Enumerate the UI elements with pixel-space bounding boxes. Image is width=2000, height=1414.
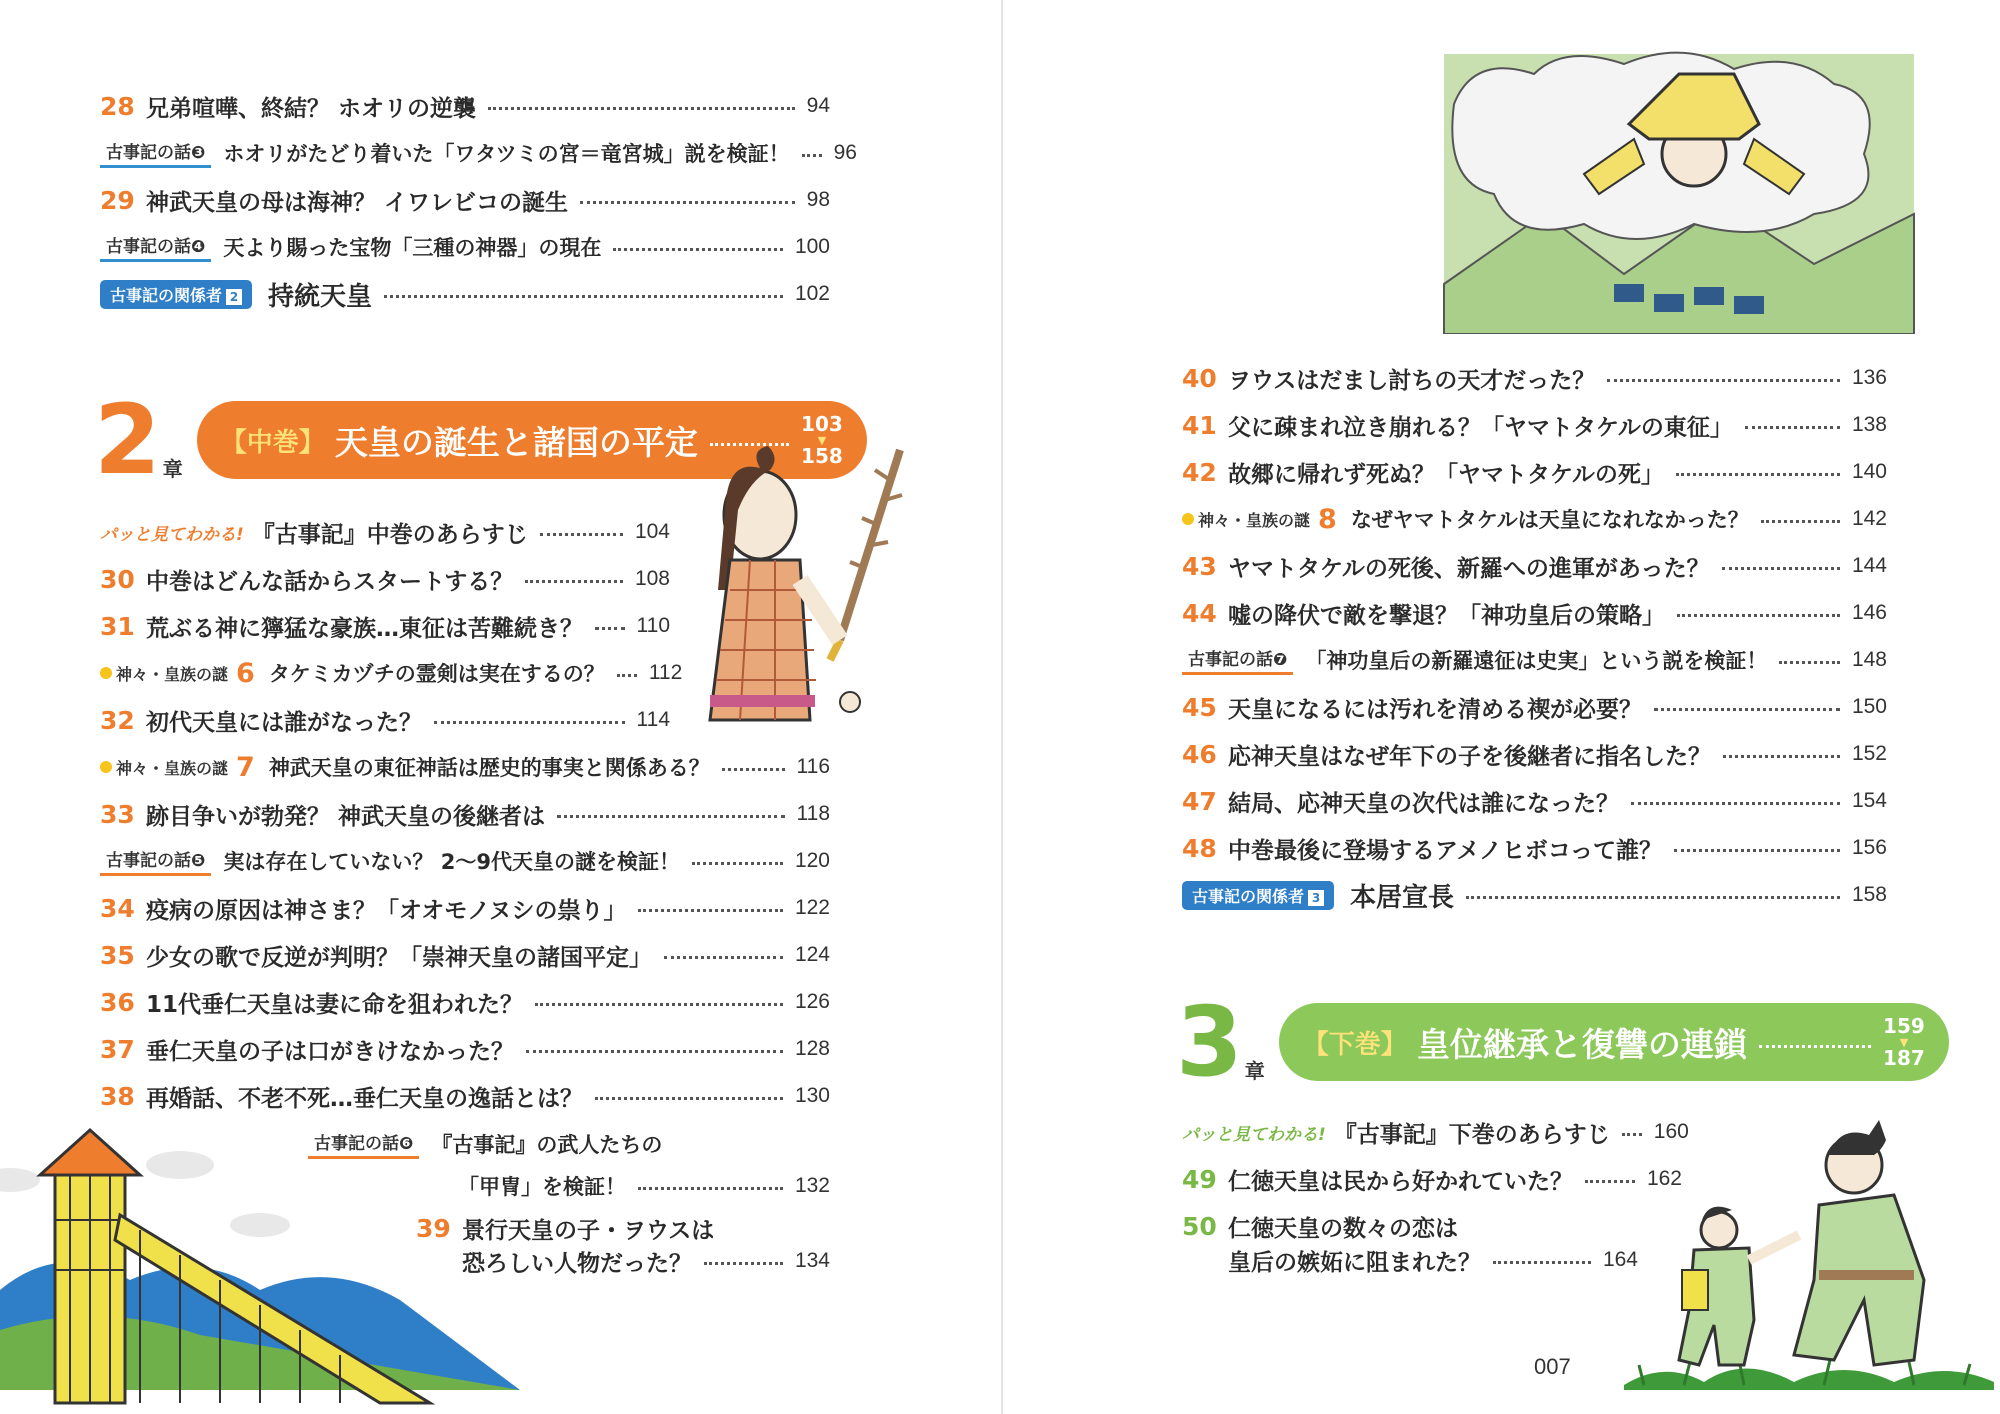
entry-page: 94 — [806, 94, 830, 117]
entry-title: 持統天皇 — [268, 281, 373, 312]
toc-entry-32[interactable] — [100, 700, 670, 740]
entry-page: 152 — [1851, 742, 1887, 765]
entry-page: 124 — [794, 943, 830, 966]
leader-dots — [1779, 661, 1840, 664]
entry-title-line-2: 「甲冑」を検証！ — [458, 1175, 626, 1199]
quick-look-tag: パッと見てわかる! — [100, 524, 244, 545]
mystery-tag: 神々・皇族の謎 — [100, 756, 228, 779]
entry-number: 50 — [1182, 1211, 1217, 1241]
entry-number: 31 — [100, 611, 135, 641]
leader-dots — [1723, 755, 1840, 758]
leader-dots — [525, 580, 623, 583]
leader-dots — [434, 721, 625, 724]
entry-title: 天皇になるには汚れを清める禊が必要？ — [1228, 696, 1642, 723]
entry-number: 46 — [1182, 739, 1217, 769]
leader-dots — [1745, 426, 1840, 429]
toc-entry-overview-middle[interactable] — [100, 512, 670, 552]
toc-entry-overview-lower[interactable] — [1182, 1112, 1689, 1152]
toc-entry-28[interactable] — [100, 86, 830, 126]
down-triangle-icon: ▼ — [1899, 1035, 1909, 1049]
toc-entry-43[interactable] — [1182, 546, 1887, 586]
chapter-volume: 【中巻】 — [220, 427, 325, 458]
leader-dots — [595, 627, 625, 630]
toc-entry-31[interactable] — [100, 606, 670, 646]
toc-entry-49[interactable] — [1182, 1159, 1682, 1199]
entry-number: 49 — [1182, 1164, 1217, 1194]
yellow-dot-icon — [100, 667, 112, 679]
kojiki-person-tag: 古事記の関係者 2 — [100, 280, 252, 309]
toc-entry-37[interactable] — [100, 1029, 830, 1069]
entry-title-line-1: 仁徳天皇の数々の恋は — [1228, 1215, 1458, 1242]
chapter-volume: 【下巻】 — [1302, 1029, 1407, 1060]
leader-dots — [1676, 473, 1840, 476]
entry-page: 158 — [1851, 883, 1887, 906]
entry-number: 33 — [100, 799, 135, 829]
entry-title: 兄弟喧嘩、終結？ ホオリの逆襲 — [146, 95, 477, 122]
entry-page: 140 — [1851, 460, 1887, 483]
toc-entry-35[interactable] — [100, 935, 830, 975]
toc-entry-33[interactable] — [100, 794, 830, 834]
entry-number: 35 — [100, 940, 135, 970]
entry-page: 104 — [634, 520, 670, 543]
leader-dots — [1722, 567, 1840, 570]
toc-entry-36[interactable] — [100, 982, 830, 1022]
yellow-dot-icon — [100, 761, 112, 773]
leader-dots — [595, 1097, 783, 1100]
leader-dots — [1466, 896, 1840, 899]
entry-page: 156 — [1851, 836, 1887, 859]
toc-entry-46[interactable] — [1182, 734, 1887, 774]
chapter-page-range: 103 ▼ 158 — [801, 411, 843, 468]
entry-number: 38 — [100, 1081, 135, 1111]
entry-page: 116 — [796, 755, 830, 778]
chapter-kanji: 章 — [162, 457, 183, 481]
toc-entry-41[interactable] — [1182, 405, 1887, 445]
leader-dots — [1761, 520, 1840, 523]
entry-number: 36 — [100, 987, 135, 1017]
entry-page: 96 — [833, 141, 857, 164]
entry-title: 神武天皇の東征神話は歴史的事実と関係ある？ — [268, 756, 710, 780]
chapter-kanji: 章 — [1244, 1059, 1265, 1083]
leader-dots — [722, 768, 785, 771]
chapter-number: 2 — [94, 384, 161, 496]
entry-number: 30 — [100, 564, 135, 594]
entry-page: 146 — [1851, 601, 1887, 624]
entry-title: ヤマトタケルの死後、新羅への進軍があった？ — [1228, 555, 1710, 582]
leader-dots — [384, 295, 783, 298]
entry-page: 162 — [1646, 1167, 1682, 1190]
entry-title: ヲウスはだまし討ちの天才だった？ — [1228, 367, 1596, 394]
toc-entry-kojiki-7[interactable] — [1182, 640, 1887, 680]
entry-page: 122 — [794, 896, 830, 919]
mystery-tag: 神々・皇族の謎 — [1182, 508, 1310, 531]
entry-number: 34 — [100, 893, 135, 923]
entry-title: 垂仁天皇の子は口がきけなかった？ — [146, 1038, 514, 1065]
entry-title: 再婚話、不老不死…垂仁天皇の逸話とは？ — [146, 1085, 583, 1112]
toc-entry-38[interactable] — [100, 1076, 830, 1116]
entry-title: 天より賜った宝物「三種の神器」の現在 — [223, 236, 602, 260]
tower-landscape-illustration — [0, 1120, 520, 1410]
leader-dots — [692, 862, 783, 865]
leader-dots — [1654, 708, 1840, 711]
entry-page: 164 — [1602, 1248, 1638, 1271]
entry-number: 43 — [1182, 551, 1217, 581]
entry-number: 32 — [100, 705, 135, 735]
walking-figures-illustration — [1624, 1120, 1994, 1390]
toc-entry-50-line2[interactable] — [1228, 1240, 1638, 1280]
entry-number: 48 — [1182, 833, 1217, 863]
entry-number: 44 — [1182, 598, 1217, 628]
entry-title: タケミカヅチの霊剣は実在するの？ — [268, 662, 605, 686]
entry-number: 28 — [100, 91, 135, 121]
chapter-page-range: 159 ▼ 187 — [1883, 1013, 1925, 1070]
entry-page: 108 — [634, 567, 670, 590]
entry-page: 130 — [794, 1084, 830, 1107]
leader-dots — [1759, 1045, 1871, 1048]
down-triangle-icon: ▼ — [817, 433, 827, 447]
leader-dots — [1674, 849, 1840, 852]
entry-title: 疫病の原因は神さま？「オオモノヌシの祟り」 — [146, 897, 627, 924]
kojiki-story-tag: 古事記の話❹ — [100, 232, 211, 262]
entry-page: 150 — [1851, 695, 1887, 718]
page-number: 007 — [1534, 1354, 1571, 1379]
entry-page: 126 — [794, 990, 830, 1013]
entry-title: 『古事記』下巻のあらすじ — [1333, 1121, 1610, 1148]
quick-look-tag: パッと見てわかる! — [1182, 1124, 1326, 1145]
entry-page: 132 — [794, 1174, 830, 1197]
entry-title-line-2: 恐ろしい人物だった？ — [462, 1250, 692, 1277]
entry-title: 嘘の降伏で敵を撃退？「神功皇后の策略」 — [1228, 602, 1665, 629]
kojiki-story-tag: 古事記の話❼ — [1182, 645, 1293, 675]
entry-title: ホオリがたどり着いた「ワタツミの宮＝竜宮城」説を検証！ — [223, 142, 790, 166]
toc-entry-44[interactable] — [1182, 593, 1887, 633]
chapter-title-bar — [1279, 1003, 1949, 1081]
toc-entry-kojiki-5[interactable] — [100, 841, 830, 881]
entry-title: 跡目争いが勃発？ 神武天皇の後継者は — [146, 803, 546, 830]
entry-page: 142 — [1851, 507, 1887, 530]
entry-title: 故郷に帰れず死ぬ？「ヤマトタケルの死」 — [1228, 461, 1664, 488]
chapter-title: 天皇の誕生と諸国の平定 — [334, 422, 698, 462]
mystery-number: 8 — [1318, 503, 1337, 535]
toc-entry-40[interactable] — [1182, 358, 1887, 398]
toc-entry-45[interactable] — [1182, 687, 1887, 727]
leader-dots — [617, 674, 637, 677]
entry-page: 112 — [648, 661, 683, 684]
right-page — [1004, 0, 2000, 1414]
chapter-3-header[interactable] — [1176, 986, 1949, 1098]
entry-title: 少女の歌で反逆が判明？「崇神天皇の諸国平定」 — [146, 944, 652, 971]
entry-number: 39 — [416, 1213, 451, 1243]
entry-title: 父に疎まれ泣き崩れる？「ヤマトタケルの東征」 — [1228, 414, 1733, 441]
leader-dots — [613, 248, 783, 251]
entry-title: 応神天皇はなぜ年下の子を後継者に指名した？ — [1228, 743, 1711, 770]
leader-dots — [802, 154, 822, 157]
entry-page: 128 — [794, 1037, 830, 1060]
entry-title: 中巻はどんな話からスタートする？ — [146, 568, 514, 595]
entry-title: 11代垂仁天皇は妻に命を狙われた？ — [146, 991, 524, 1018]
entry-page: 134 — [794, 1249, 830, 1272]
leader-dots — [557, 815, 785, 818]
entry-number: 41 — [1182, 410, 1217, 440]
kojiki-person-tag: 古事記の関係者 3 — [1182, 881, 1334, 910]
entry-number: 47 — [1182, 786, 1217, 816]
entry-page: 154 — [1851, 789, 1887, 812]
entry-page: 110 — [636, 614, 670, 637]
entry-title: 荒ぶる神に獰猛な豪族…東征は苦難続き？ — [146, 615, 583, 642]
leader-dots — [488, 107, 795, 110]
toc-entry-person-2[interactable] — [100, 274, 830, 314]
entry-title-line-1: 景行天皇の子・ヲウスは — [462, 1217, 715, 1244]
toc-entry-kojiki-4[interactable] — [100, 227, 830, 267]
kojiki-story-tag: 古事記の話❻ — [308, 1129, 419, 1159]
entry-number: 45 — [1182, 692, 1217, 722]
entry-page: 114 — [636, 708, 670, 731]
chapter-number: 3 — [1176, 986, 1243, 1098]
toc-entry-48[interactable] — [1182, 828, 1887, 868]
toc-entry-kami-7[interactable] — [100, 747, 830, 787]
entry-number: 40 — [1182, 363, 1217, 393]
toc-entry-kojiki-3[interactable] — [100, 133, 857, 173]
toc-entry-kami-6[interactable] — [100, 653, 683, 693]
leader-dots — [638, 909, 782, 912]
entry-page: 120 — [794, 849, 830, 872]
entry-title: 仁徳天皇は民から好かれていた？ — [1228, 1168, 1573, 1195]
yellow-dot-icon — [1182, 513, 1194, 525]
toc-entry-person-3[interactable] — [1182, 875, 1887, 915]
entry-title: 実は存在していない？ 2～9代天皇の謎を検証！ — [223, 850, 680, 874]
entry-title: なぜヤマトタケルは天皇になれなかった？ — [1350, 508, 1749, 532]
entry-page: 100 — [794, 235, 830, 258]
entry-title: 結局、応神天皇の次代は誰になった？ — [1228, 790, 1619, 817]
leader-dots — [1631, 802, 1840, 805]
entry-page: 148 — [1851, 648, 1887, 671]
warrior-illustration — [690, 440, 920, 740]
leader-dots — [704, 1262, 783, 1265]
entry-page: 118 — [796, 802, 830, 825]
leader-dots — [580, 201, 795, 204]
toc-entry-42[interactable] — [1182, 452, 1887, 492]
leader-dots — [1607, 379, 1840, 382]
chapter-title: 皇位継承と復讐の連鎖 — [1416, 1024, 1747, 1064]
page-gutter — [1001, 0, 1003, 1414]
entry-number: 37 — [100, 1034, 135, 1064]
toc-entry-29[interactable] — [100, 180, 830, 220]
entry-title: 本居宣長 — [1350, 882, 1455, 913]
leader-dots — [540, 533, 623, 536]
kojiki-story-tag: 古事記の話❺ — [100, 846, 211, 876]
leader-dots — [638, 1187, 783, 1190]
entry-page: 136 — [1851, 366, 1887, 389]
entry-page: 98 — [806, 188, 830, 211]
mystery-number: 6 — [236, 657, 255, 689]
entry-title-line-2: 皇后の嫉妬に阻まれた？ — [1228, 1249, 1481, 1276]
entry-title: 『古事記』中巻のあらすじ — [251, 521, 528, 548]
leader-dots — [526, 1050, 783, 1053]
leader-dots — [1493, 1261, 1591, 1264]
entry-title: 初代天皇には誰がなった？ — [146, 709, 422, 736]
leader-dots — [1677, 614, 1840, 617]
entry-page: 138 — [1851, 413, 1887, 436]
entry-title: 中巻最後に登場するアメノヒボコって誰？ — [1228, 837, 1663, 864]
entry-page: 160 — [1653, 1120, 1689, 1143]
clouds-figure-illustration — [1434, 44, 1924, 334]
leader-dots — [664, 956, 783, 959]
leader-dots — [535, 1003, 783, 1006]
entry-title: 「神功皇后の新羅遠征は史実」という説を検証！ — [1305, 649, 1768, 673]
entry-page: 102 — [794, 282, 830, 305]
kojiki-story-tag: 古事記の話❸ — [100, 138, 211, 168]
entry-number: 42 — [1182, 457, 1217, 487]
toc-entry-kami-8[interactable] — [1182, 499, 1887, 539]
mystery-number: 7 — [236, 751, 255, 783]
toc-entry-34[interactable] — [100, 888, 830, 928]
entry-number: 29 — [100, 185, 135, 215]
entry-page: 144 — [1851, 554, 1887, 577]
mystery-tag: 神々・皇族の謎 — [100, 662, 228, 685]
toc-entry-30[interactable] — [100, 559, 670, 599]
entry-title-line-1: 『古事記』の武人たちの — [431, 1133, 663, 1157]
entry-title: 神武天皇の母は海神？ イワレビコの誕生 — [146, 189, 569, 216]
toc-entry-47[interactable] — [1182, 781, 1887, 821]
